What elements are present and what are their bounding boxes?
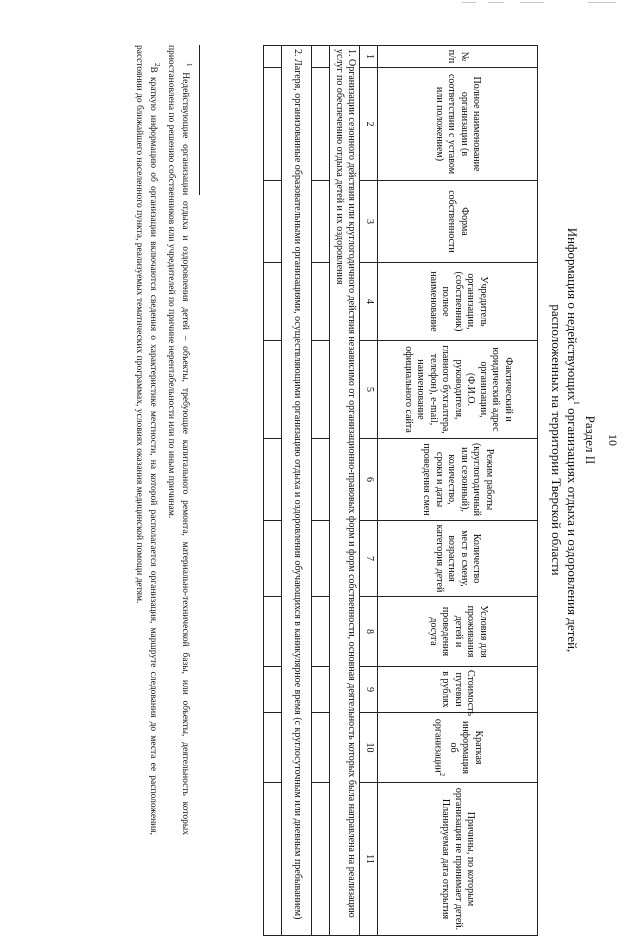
header-cell-full-name: Полное наименование организации (в соответствии с уставом или положением) <box>378 68 538 181</box>
header-cell-cost: Стоимость путевки в рублях <box>378 667 538 713</box>
document-title-line1 <box>564 20 581 860</box>
information-table <box>264 45 539 936</box>
section-1-heading: 1. Организации сезонного действия или круглогодичного действия независимо от организационно-правовых форм и форм собственности, основная деятельность которых была направлена на реализацию услуг по обеспечению отдыха детей и их оздоровления <box>330 46 360 936</box>
header-cell-brief-info <box>378 713 538 783</box>
scan-artifact-line <box>488 2 504 3</box>
document-title-line2: расположенных на территории Тверской области <box>549 304 564 576</box>
header-cell-founder: Учредитель организации, (собственник) полное наименование <box>378 263 538 341</box>
footnote-2-text: В краткую информацию об организации включаются сведения о характеристике местности, на которой располагается организация, маршруте следования до места ее расположения, расстоянии до ближайшего населенного пункта, реализуемых тематических программах, условиях оказания медицинской помощи детям. <box>134 45 159 835</box>
footnote-separator <box>199 45 200 195</box>
footnote-2 <box>132 45 163 835</box>
section-2-heading: 2. Лагеря, организованные образовательными организациями, осуществляющими организацию отдыха и оздоровления обучающихся в каникулярное время (с круглосуточным или дневным пребыванием) <box>282 46 312 936</box>
header-cell-reasons: Причины, по которым организация не принимает детей. Планируемая дата открытия <box>378 783 538 936</box>
column-number: 7 <box>360 521 378 597</box>
header-cell-ownership: Форма собственности <box>378 181 538 263</box>
section-title: Раздел II <box>583 415 598 465</box>
column-number: 1 <box>360 46 378 68</box>
header-cell-places: Количество мест в смену, возрастная категория детей <box>378 521 538 597</box>
scan-artifact-line <box>588 2 616 3</box>
column-number: 8 <box>360 597 378 667</box>
column-number: 10 <box>360 713 378 783</box>
title-part1: Информация о недействующих <box>565 227 580 401</box>
column-number-row <box>360 46 378 936</box>
header-cell-number: № п/п <box>378 46 538 68</box>
footnote-1-mark: 1 <box>185 63 193 67</box>
column-number: 5 <box>360 341 378 439</box>
page-number: 10 <box>606 434 620 446</box>
footnote-1-text: Недействующие организации отдыха и оздоровления детей – объекты, требующие капитального ремонта, материально-технической базы, или объекты, деятельность которых приостановлена по решению собственников или учредителей по причине нерентабельности или по иным причинам. <box>166 45 190 836</box>
footnotes <box>131 45 194 835</box>
section-1-row <box>330 46 360 936</box>
column-number: 6 <box>360 439 378 521</box>
column-number: 11 <box>360 783 378 936</box>
section-2-row <box>282 46 312 936</box>
header-cell-work-mode: Режим работы (круглогодичный или сезонный), количество, сроки и даты проведения смен <box>378 439 538 521</box>
header-cell-address: Фактический и юридический адрес организации, (Ф.И.О. руководителя, главного бухгалтера, телефон), e-mail, наименование официального сайта <box>378 341 538 439</box>
column-number: 3 <box>360 181 378 263</box>
scan-artifact-line <box>462 2 476 3</box>
table-row <box>312 46 330 936</box>
title-part2: организациях отдыха и оздоровления детей, <box>565 404 580 653</box>
header-brief-info-text: Краткая информация об организации <box>432 718 484 775</box>
table-row <box>264 46 282 936</box>
scan-artifact-line <box>520 2 544 3</box>
column-number: 4 <box>360 263 378 341</box>
header-row <box>378 46 538 936</box>
footnote-1 <box>163 45 194 835</box>
footnote-ref-2: 2 <box>438 772 447 777</box>
rotated-page <box>20 20 620 931</box>
footnote-2-mark: 2 <box>153 63 162 67</box>
footnote-ref-1: 1 <box>572 400 581 405</box>
column-number: 2 <box>360 68 378 181</box>
column-number: 9 <box>360 667 378 713</box>
header-cell-conditions: Условия для проживания детей и проведения досуга <box>378 597 538 667</box>
